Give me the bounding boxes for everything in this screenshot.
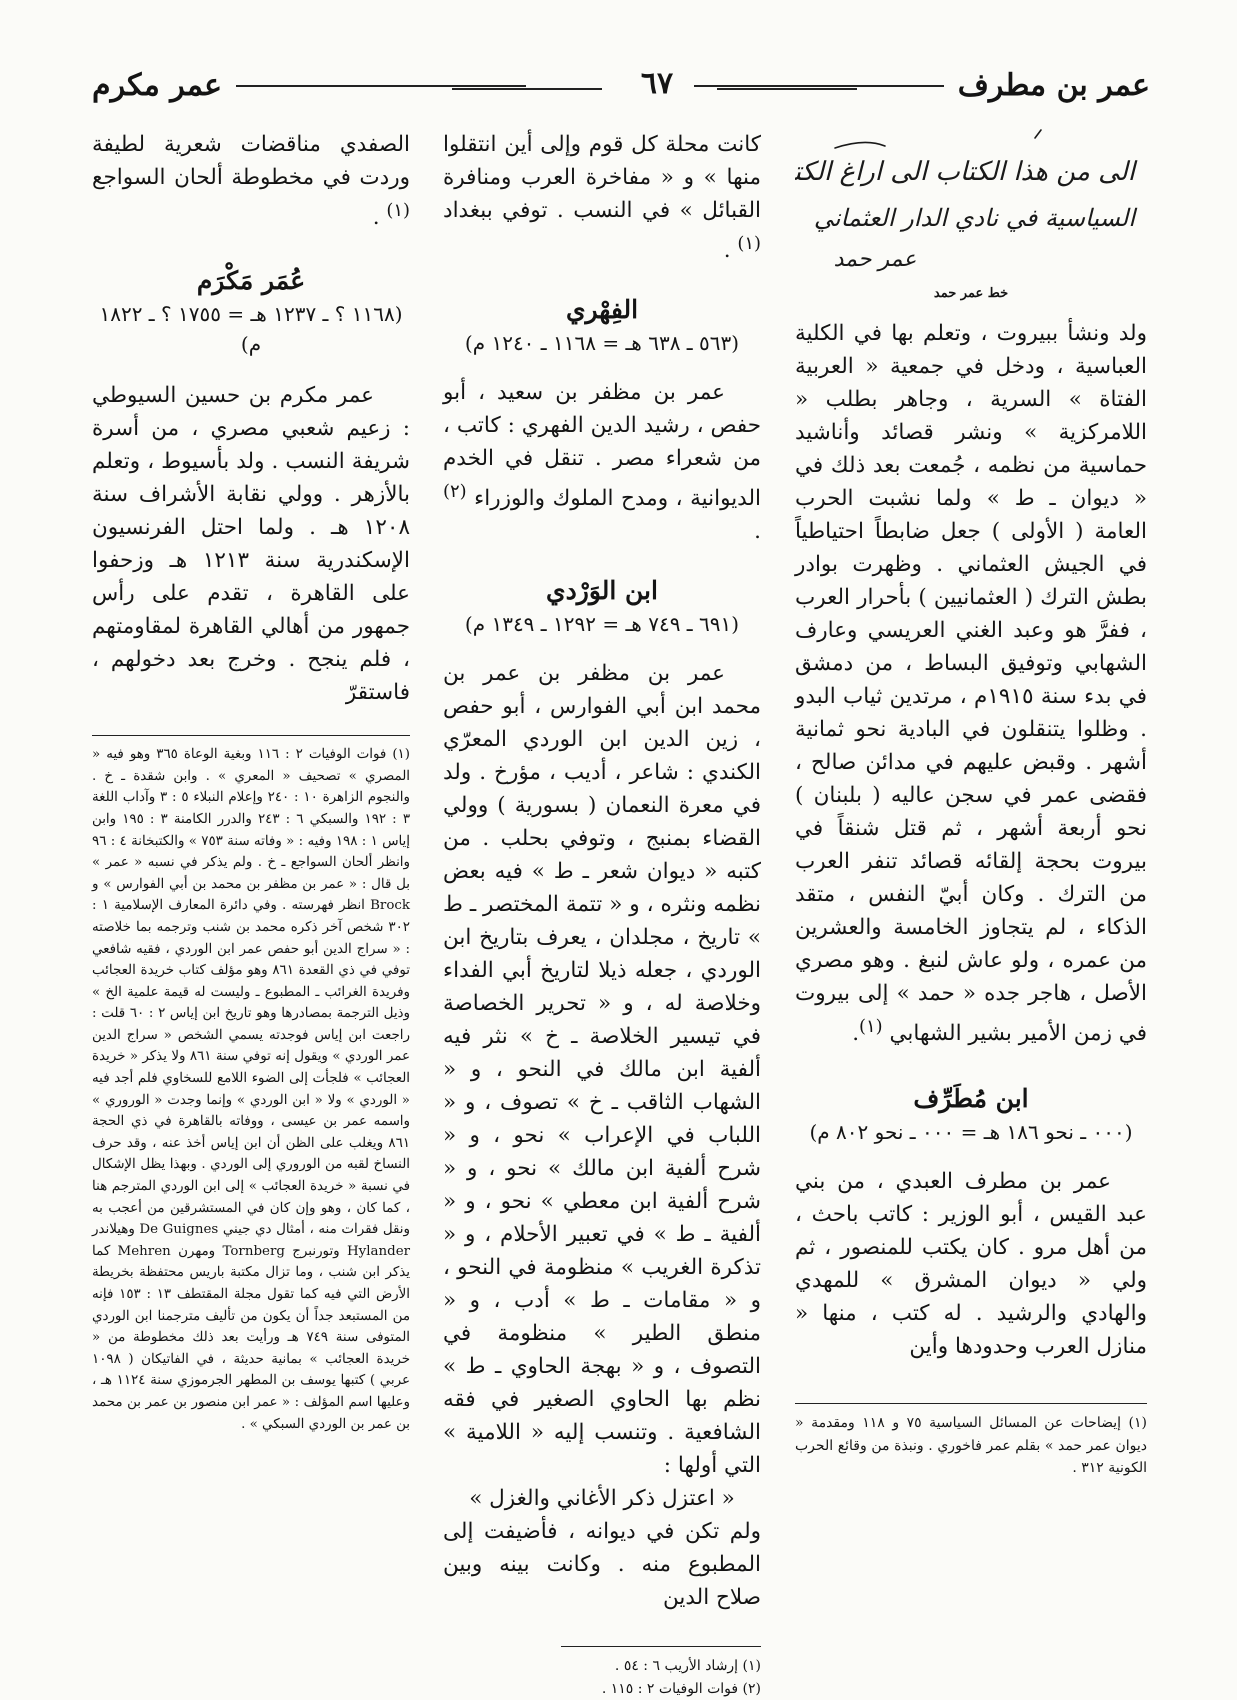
entry-text-ibn-wardi-cont: ولم تكن في ديوانه ، فأضيفت إلى المطبوع منه . وكانت بينه وبين صلاح الدين <box>443 1519 761 1611</box>
entry-name-fihri: الفِهْري <box>565 295 639 325</box>
entry-name-ibn-mutarrif: ابن مُطَرِّف <box>913 1084 1029 1114</box>
handwriting-caption: خط عمر حمد <box>933 286 1009 301</box>
header-right-title: عمر بن مطرف <box>957 68 1150 103</box>
header-rule-center-right <box>717 88 857 90</box>
header-left <box>92 68 526 103</box>
footnote-text: (١) إيضاحات عن المسائل السياسية ٧٥ و ١١٨ ومقدمة « ديوان عمر حمد » بقلم عمر فاخوري . ونبذة من وقائع الحرب الكونية ٣١٢ . <box>795 1415 1147 1477</box>
footnote-divider <box>92 735 410 736</box>
handwriting-line-1: الى من هذا الكتاب الى اراغ الكتبة <box>795 157 1135 187</box>
entry-text-fihri: عمر بن مظفر بن سعيد ، أبو حفص ، رشيد الدين الفهري : كاتب ، من شعراء مصر . تنقل في الخدم الديوانية ، ومدح الملوك والوزراء $^{(٢)}$ . <box>443 380 761 545</box>
header-rule-right <box>694 85 944 87</box>
column-right <box>795 128 1148 1477</box>
entry-text-ibn-wardi: عمر بن مظفر بن عمر بن محمد ابن أبي الفوارس ، أبو حفص ، زين الدين ابن الوردي المعرّي الكندي : شاعر ، أديب ، مؤرخ . ولد في معرة النعمان ( بسورية ) وولي القضاء بمنبج ، وتوفي بحلب . من كتبه « ديوان شعر ـ ط » فيه بعض نظمه ونثره ، و « تتمة المختصر ـ ط » تاريخ ، مجلدان ، يعرف بتاريخ ابن الوردي ، جعله ذيلا لتاريخ أبي الفداء وخلاصة له ، و « تحرير الخصاصة في تيسير الخلاصة ـ خ » نثر فيه ألفية ابن مالك في النحو ، و « الشهاب الثاقب ـ خ » تصوف ، و « اللباب في الإعراب » نحو ، و « شرح ألفية ابن مالك » نحو ، و « شرح ألفية ابن معطي » نحو ، و « ألفية ـ ط » في تعبير الأحلام ، و « تذكرة الغريب » منظومة في النحو ، و « مقامات ـ ط » أدب ، و « منطق الطير » منظومة في التصوف ، و « بهجة الحاوي ـ ط » نظم بها الحاوي الصغير في فقه الشافعية . وتنسب إليه « اللامية » التي أولها : <box>443 661 761 1479</box>
poem-line: « اعتزل ذكر الأغاني والغزل » <box>469 1486 735 1512</box>
entry-dates-fihri: (٥٦٣ ـ ٦٣٨ هـ = ١١٦٨ ـ ١٢٤٠ م) <box>464 331 740 356</box>
entry-text-ibn-mutarrif: عمر بن مطرف العبدي ، من بني عبد القيس ، أبو الوزير : كاتب باحث ، من أهل مرو . كان يكتب للمنصور ، ثم ولي « ديوان المشرق » للمهدي والهادي والرشيد . له كتب ، منها « منازل العرب وحدودها وأين <box>795 1169 1147 1360</box>
column-left <box>92 128 410 1618</box>
footnote-1: (١) إرشاد الأريب ٦ : ٥٤ . <box>614 1658 761 1675</box>
header-right <box>694 68 1150 103</box>
entry-dates-umar-makram: (١١٦٨ ؟ ـ ١٢٣٧ هـ = ١٧٥٥ ؟ ـ ١٨٢٢ م) <box>99 302 403 357</box>
entry-dates-ibn-mutarrif: (٠٠٠ ـ نحو ١٨٦ هـ = ٠٠٠ ـ نحو ٨٠٢ م) <box>809 1120 1133 1145</box>
footnote-text: (١) فوات الوفيات ٢ : ١١٦ وبغية الوعاة ٣٦٥ وهو فيه « المصري » تصحيف « المعري » . وابن شقدة ـ خ . والنجوم الزاهرة ١٠ : ٢٤٠ وإعلام النبلاء ٥ : ٣ وآداب اللغة ٣ : ١٩٢ والسبكي ٦ : ٢٤٣ والدرر الكامنة ٣ : ١٩٥ وابن إياس ١ : ١٩٨ وفيه : « وفاته سنة ٧٥٣ » والكتبخانة ٤ : ٩٦ وانظر ألحان السواجع ـ خ . ولم يذكر في نسبه « عمر » بل قال : « عمر بن مظفر بن محمد بن أبي الفوارس » و Brock انظر فهرسته . وفي دائرة المعارف الإسلامية ١ : ٣٠٢ شخص آخر ذكره محمد بن شنب وترجمه بما خلاصته : « سراج الدين أبو حفص عمر ابن الوردي ، فقيه شافعي توفي في ذي القعدة ٨٦١ وهو مؤلف كتاب خريدة العجائب وفريدة الغرائب ـ المطبوع ـ وليست له قيمة علمية الخ » وذيل الترجمة بمصادرها وهو تاريخ ابن إياس ٢ : ٦٠ قلت : راجعت ابن إياس فوجدته يسمي الشخص « سراج الدين عمر الوردي » ويقول إنه توفي سنة ٨٦١ ولا يذكر « خريدة العجائب » فلجأت إلى الضوء اللامع للسخاوي فلم أجد فيه « الوردي » ولا « ابن الوردي » وإنما وجدت « الوروري » واسمه عمر بن عيسى ، ووفاته بالقاهرة في ذي الحجة ٨٦١ ويغلب على الظن أن ابن إياس أخذ عنه ، وقد حرف النساخ لقبه من الوروري إلى الوردي . وبهذا يظل الإشكال في نسبة « خريدة العجائب » إلى ابن الوردي المترجم هنا ، كما كان ، وهو وإن كان في المستشرقين من أعجب به ونقل فقرات منه ، أمثال دي جيني De Guignes وهيلاندر Hylander وتورنبرج Tornberg ومهرن Mehren كما يذكر ابن شنب ، وما تزال مكتبة باريس محتفظة بخريطة الأرض التي فيه كما تقول مجلة المقتطف ١٣ : ١٥٣ فإنه من المستبعد جداً أن يكون من تأليف مترجمنا ابن الوردي المتوفى سنة ٧٤٩ هـ ورأيت بعد ذلك مخطوطة من « خريدة العجائب » بمانية حديثة ، في الفاتيكان ( ١٠٩٨ عربي ) كتبها يوسف بن المطهر الجرموزي سنة ١١٢٤ هـ ، وعليها اسم المؤلف : « عمر ابن منصور بن عمر بن محمد بن عمر بن الوردي السبكي » . <box>92 747 411 1432</box>
footnote-2: (٢) فوات الوفيات ٢ : ١١٥ . <box>601 1680 761 1697</box>
handwriting-image <box>795 128 1147 278</box>
running-header <box>92 66 1150 110</box>
header-rule-left <box>236 85 526 87</box>
handwriting-line-2: السياسية في نادي الدار العثماني <box>813 204 1135 232</box>
footnote-divider <box>561 1646 761 1647</box>
continued-text: كانت محلة كل قوم وإلى أين انتقلوا منها » و « مفاخرة العرب ومنافرة القبائل » في النسب . توفي ببغداد $^{(١)}$ . <box>443 132 761 264</box>
entry-text-umar-makram: عمر مكرم بن حسين السيوطي : زعيم شعبي مصري ، من أسرة شريفة النسب . ولد بأسيوط ، وتعلم بالأزهر . وولي نقابة الأشراف سنة ١٢٠٨ هـ . ولما احتل الفرنسيون الإسكندرية سنة ١٢١٣ هـ وزحفوا على القاهرة ، تقدم على رأس جمهور من أهالي القاهرة لمقاومتهم ، فلم ينجح . وخرج بعد دخولهم ، فاستقرّ <box>92 383 410 706</box>
footnote-ref: (١) <box>737 233 761 254</box>
column-middle <box>443 128 761 1697</box>
entry-dates-ibn-wardi: (٦٩١ ـ ٧٤٩ هـ = ١٢٩٢ ـ ١٣٤٩ م) <box>464 612 740 637</box>
footnote-ref: (٢) <box>443 481 467 503</box>
page-number: ٦٧ <box>640 66 674 101</box>
handwriting-sample <box>795 128 1147 278</box>
footnote-divider <box>795 1403 1147 1404</box>
header-left-title: عمر مكرم <box>92 68 223 103</box>
footnote-ref: (١) <box>859 1016 883 1037</box>
footnote-ref: (١) <box>386 200 410 221</box>
entry-name-umar-makram: عُمَر مَكْرَم <box>196 266 306 296</box>
entry-name-ibn-wardi: ابن الوَرْدي <box>546 576 658 606</box>
continued-text: الصفدي مناقضات شعرية لطيفة وردت في مخطوطة ألحان السواجع $^{(١)}$ . <box>92 132 410 231</box>
bio-text: ولد ونشأ ببيروت ، وتعلم بها في الكلية العباسية ، ودخل في جمعية « العربية الفتاة » السرية ، وجاهر بطلب « اللامركزية » ونشر قصائد وأناشيد حماسية من نظمه ، جُمعت بعد ذلك في « ديوان ـ ط » ولما نشبت الحرب العامة ( الأولى ) جعل ضابطاً احتياطياً في الجيش العثماني . وظهرت بوادر بطش الترك ( العثمانيين ) بأحرار العرب ، ففرَّ هو وعبد الغني العريسي وعارف الشهابي وتوفيق البساط ، من دمشق في بدء سنة ١٩١٥م ، مرتدين ثياب البدو . وظلوا يتنقلون في البادية نحو ثمانية أشهر . وقبض عليهم في مدائن صالح ، فقضى عمر في سجن عاليه ( بلبنان ) نحو أربعة أشهر ، ثم قتل شنقاً في بيروت بحجة إلقائه قصائد تنفر العرب من الترك . وكان أبيّ النفس ، متقد الذكاء ، لم يتجاوز الخامسة والعشرين من عمره ، ولو عاش لنبغ . وهو مصري الأصل ، هاجر جده « حمد » إلى بيروت في زمن الأمير بشير الشهابي $^{(١)}$. <box>795 321 1148 1047</box>
handwriting-signature: عمر حمد <box>833 247 917 272</box>
